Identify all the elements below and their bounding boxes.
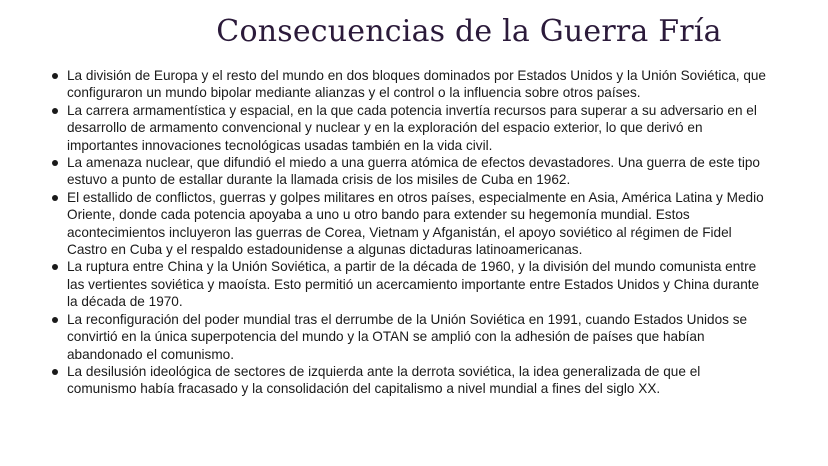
bullet-dot-icon [52,160,58,166]
bullet-item [48,311,768,363]
bullet-dot-icon [52,73,58,79]
bullet-item [48,363,768,398]
bullet-text: La reconfiguración del poder mundial tras el derrumbe de la Unión Soviética en 1991, cuando Estados Unidos se convirtió en la única superpotencia del mundo y la OTAN se amplió con la adhesión de países que habían abandonado el comunismo. [67,311,748,362]
bullet-text: La desilusión ideológica de sectores de izquierda ante la derrota soviética, la idea generalizada de que el comunismo había fracasado y la consolidación del capitalismo a nivel mundial a fines del siglo XX. [67,363,701,397]
bullet-dot-icon [52,195,58,201]
bullet-list [48,67,768,398]
bullet-dot-icon [52,369,58,375]
bullet-text: La carrera armamentística y espacial, en la que cada potencia invertía recursos para superar a su adversario en el desarrollo de armamento convencional y nuclear y en la exploración del espacio exterior, lo que derivó en importantes innovaciones tecnológicas usadas también en la vida civil. [67,102,757,153]
bullet-text: El estallido de conflictos, guerras y golpes militares en otros países, especialmente en Asia, América Latina y Medio Oriente, donde cada potencia apoyaba a uno u otro bando para extender su hegemonía mundial. Estos acontecimientos incluyeron las guerras de Corea, Vietnam y Afganistán, el apoyo soviético al régimen de Fidel Castro en Cuba y el respaldo estadounidense a algunas dictaduras latinoamericanas. [67,189,764,258]
bullet-item [48,102,768,154]
bullet-dot-icon [52,264,58,270]
bullet-item [48,258,768,310]
bullet-text: La amenaza nuclear, que difundió el miedo a una guerra atómica de efectos devastadores. Una guerra de este tipo estuvo a punto de estallar durante la llamada crisis de los misiles de Cuba en 1962. [67,155,760,188]
bullet-item [48,154,768,189]
bullet-text: La división de Europa y el resto del mundo en dos bloques dominados por Estados Unidos y la Unión Soviética, que configuraron un mundo bipolar mediante alianzas y el control o la influencia sobre otros países. [67,68,766,101]
slide-title: Consecuencias de la Guerra Fría [216,14,722,49]
bullet-item [48,67,768,102]
bullet-item [48,189,768,259]
bullet-dot-icon [52,108,58,114]
bullet-text: La ruptura entre China y la Unión Soviética, a partir de la década de 1960, y la división del mundo comunista entre las vertientes soviética y maoísta. Esto permitió un acercamiento importante entre Estados Unidos y China durante la década de 1970. [67,259,760,310]
bullet-dot-icon [52,317,58,323]
